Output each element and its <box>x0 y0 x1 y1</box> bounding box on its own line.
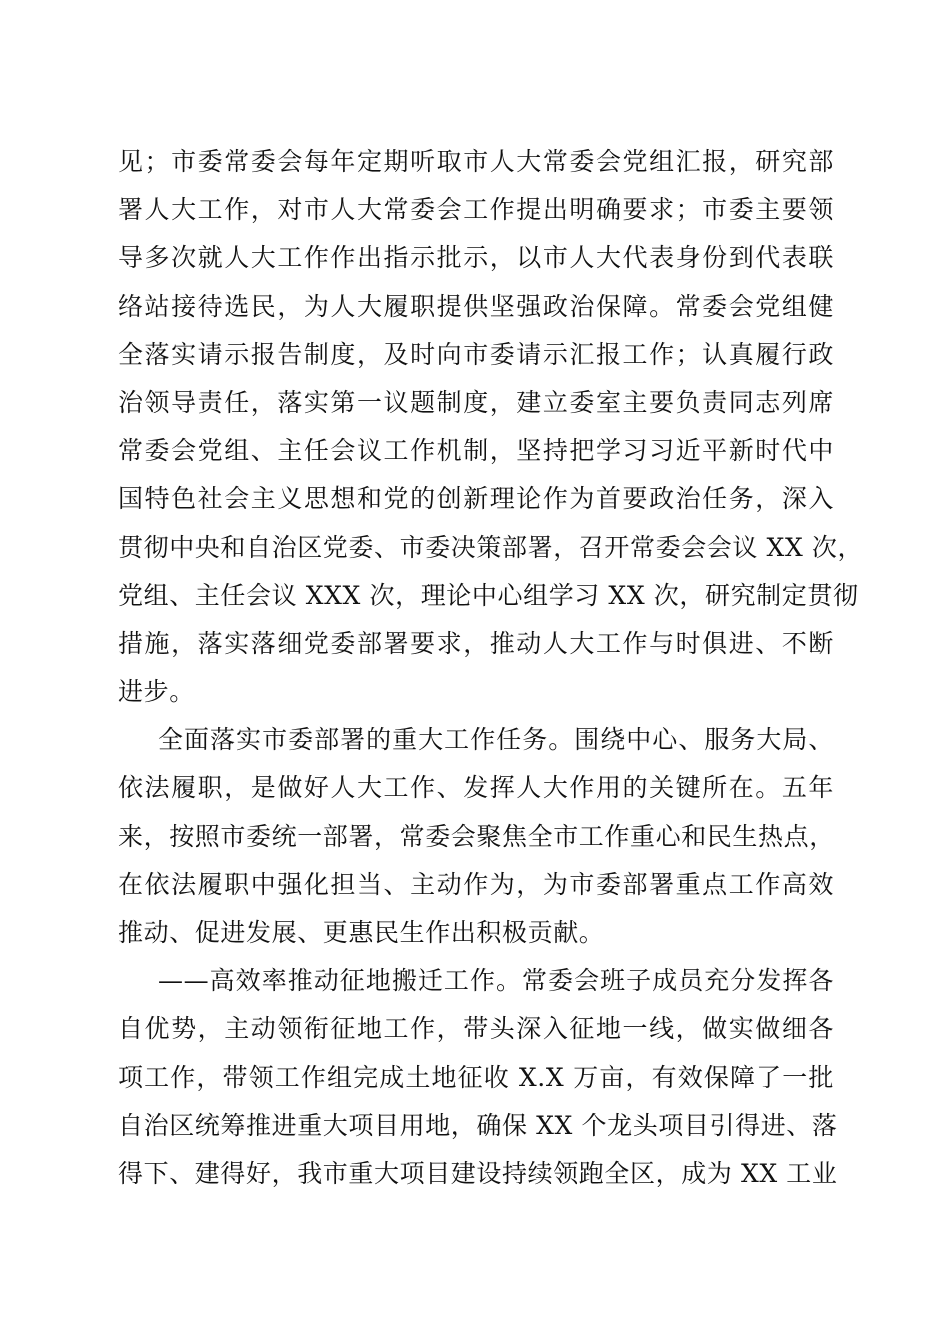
text-line: 贯彻中央和自治区党委、市委决策部署，召开常委会会议 XX 次， <box>118 532 864 562</box>
text-line: 得下、建得好，我市重大项目建设持续领跑全区，成为 XX 工业 <box>118 1158 838 1188</box>
paragraph-start-line: 全面落实市委部署的重大工作任务。围绕中心、服务大局、 <box>158 725 834 755</box>
text-line: 常委会党组、主任会议工作机制，坚持把学习习近平新时代中 <box>118 436 834 466</box>
text-line: 来，按照市委统一部署，常委会聚焦全市工作重心和民生热点， <box>118 821 835 851</box>
text-line: 党组、主任会议 XXX 次，理论中心组学习 XX 次，研究制定贯彻 <box>118 580 859 610</box>
document-body <box>118 138 864 1198</box>
text-line: 项工作，带领工作组完成土地征收 X.X 万亩，有效保障了一批 <box>118 1062 834 1092</box>
text-line: 在依法履职中强化担当、主动作为，为市委部署重点工作高效 <box>118 869 834 899</box>
text-line: 导多次就人大工作作出指示批示，以市人大代表身份到代表联 <box>118 243 834 273</box>
text-line: 措施，落实落细党委部署要求，推动人大工作与时俱进、不断 <box>118 628 834 658</box>
text-line: 见；市委常委会每年定期听取市人大常委会党组汇报，研究部 <box>118 147 834 176</box>
text-line: 国特色社会主义思想和党的创新理论作为首要政治任务，深入 <box>118 484 834 514</box>
text-line: 络站接待选民，为人大履职提供坚强政治保障。常委会党组健 <box>118 291 834 321</box>
text-line: 依法履职，是做好人大工作、发挥人大作用的关键所在。五年 <box>118 773 834 803</box>
paragraph-start-line: ——高效率推动征地搬迁工作。常委会班子成员充分发挥各 <box>158 966 834 996</box>
text-line: 进步。 <box>118 677 195 707</box>
text-line: 自优势，主动领衔征地工作，带头深入征地一线，做实做细各 <box>118 1014 834 1044</box>
text-line: 署人大工作，对市人大常委会工作提出明确要求；市委主要领 <box>118 195 834 225</box>
text-line: 治领导责任，落实第一议题制度，建立委室主要负责同志列席 <box>118 387 834 417</box>
text-line: 全落实请示报告制度，及时向市委请示汇报工作；认真履行政 <box>118 339 834 369</box>
text-line: 自治区统筹推进重大项目用地，确保 XX 个龙头项目引得进、落 <box>118 1110 838 1140</box>
text-line: 推动、促进发展、更惠民生作出积极贡献。 <box>118 918 605 947</box>
